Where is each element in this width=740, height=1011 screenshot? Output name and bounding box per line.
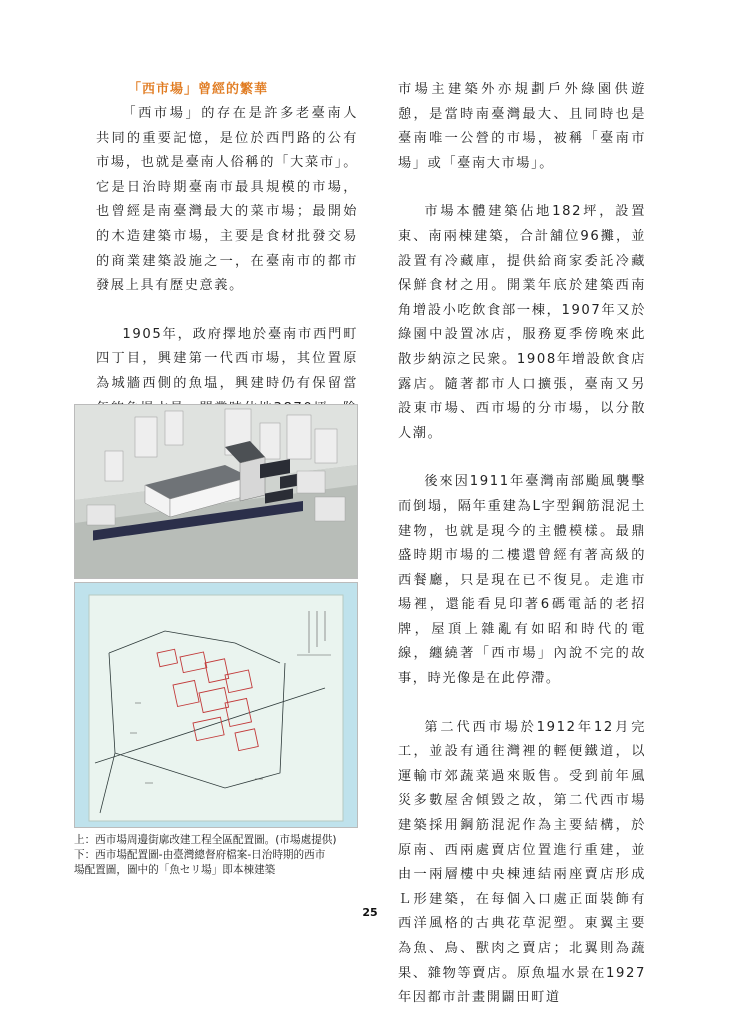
text-line: 倒塌，隔年重建為L字型鋼筋混泥土建 [398, 498, 646, 539]
text-line: 並設有通往灣裡的輕便鐵道，以運輸市 [398, 744, 646, 784]
text-line: 第二代西市場於1912年12月完工， [398, 719, 646, 760]
paragraph [398, 470, 646, 691]
caption-line: 下：西市場配置圖-由臺灣總督府檔案-日治時期的西市 [74, 849, 326, 861]
site-plan-illustration [75, 583, 357, 827]
text-line: 市」。它是日治時期臺南市最具規模的 [96, 155, 359, 195]
text-line: 舍傾毀之故，第二代西市場建築採用鋼 [398, 793, 646, 834]
rendering-illustration [75, 405, 357, 578]
text-line: 市場，也曾經是南臺灣最大的菜市場； [96, 179, 358, 220]
text-line: 飲食部一棟，1907年又於綠園中設置冰 [398, 302, 646, 343]
text-line: 發交易的商業建築設施之一，在臺南市 [96, 228, 358, 269]
text-line: 1905年，政府擇地於臺南市西門町 [122, 326, 358, 342]
text-line: 市場，也就是臺南人俗稱的「大菜 [96, 155, 320, 171]
text-line: 廳，只是現在已不復見。走進市場裡， [398, 572, 646, 613]
paragraph [96, 102, 358, 299]
text-line: 市場」內說不完的故事，時光像是在此 [398, 646, 646, 687]
text-line: 店，服務夏季傍晚來此散步納涼之民 [398, 327, 646, 367]
text-line: 「西市場」的存在是許多老臺南人 [122, 106, 358, 121]
text-line: 雜亂有如昭和時代的電線，纏繞著「西 [398, 621, 647, 662]
historical-site-plan-image [74, 582, 358, 828]
text-line: 物，也就是現今的主體模樣。最鼎盛時 [398, 523, 646, 564]
page-number: 25 [362, 906, 378, 919]
text-line: 棟連結兩座賣店形成Ｌ形建築，在每個 [398, 867, 646, 907]
text-line: 市場主建築外亦規劃戶外綠園供遊憩， [398, 82, 646, 122]
text-line: 人口擴張，臺南又另設東市場、西市場 [398, 376, 646, 417]
text-line: 之用。開業年底於建築西南角增設小吃 [398, 278, 646, 318]
text-line: 衆。1908年增設飲食店露店。隨著都市 [398, 351, 646, 392]
text-line: 賣店位置進行重建，並由一兩層樓中央 [398, 842, 646, 883]
text-line: 入口處正面裝飾有西洋風格的古典花草 [398, 891, 646, 932]
text-line: 冷藏庫，提供給商家委託冷藏保鮮食材 [398, 253, 646, 294]
text-line: 南兩棟建築，合計舖位96攤，並設置有 [398, 228, 646, 269]
left-column [96, 102, 358, 421]
text-line: 後來因1911年臺灣南部颱風襲擊而 [398, 474, 646, 514]
text-line: 泥塑。東翼主要為魚、鳥、獸肉之賣 [398, 916, 646, 956]
text-line: 共同的重要記憶，是位於西門路的公有 [96, 130, 358, 146]
text-line: 最開始的木造建築市場，主要是食材批 [96, 204, 358, 244]
text-line: 一公營的市場，被稱「臺南市場」或 [398, 131, 646, 171]
right-column [398, 78, 646, 1011]
figure-caption [74, 833, 374, 878]
paragraph [398, 200, 646, 446]
text-line: 「臺南大市場」。 [442, 155, 555, 171]
text-line: 市場本體建築佔地182坪，設置東、 [398, 204, 646, 244]
text-line: 郊蔬菜過來販售。受到前年風災多數屋 [398, 768, 646, 809]
caption-line: 場配置圖，圖中的「魚セリ場」即本棟建築 [74, 864, 276, 876]
text-line: 筋混泥作為主要結構，於原南、西兩處 [398, 818, 646, 858]
section-heading: 「西市場」曾經的繁華 [128, 82, 269, 97]
text-line: 塭水景在1927年因都市計畫開闢田町道 [398, 965, 646, 1006]
text-line: 的都市發展上具有歷史意義。 [96, 253, 358, 294]
text-line: 店；北翼則為蔬果、雜物等賣店。原魚 [398, 941, 646, 981]
text-line: 還能看見印著6碼電話的老招牌，屋頂上 [398, 597, 646, 637]
caption-line: 上：西市場周邊街廓改建工程全區配置圖。(市場處提供) [74, 834, 337, 846]
market-3d-rendering-image [74, 404, 358, 579]
text-line: 停滯。 [516, 671, 561, 687]
text-line: 為城牆西側的魚塭，興建時仍有保留當 [96, 375, 358, 391]
text-line: 期市場的二樓還曾經有著高級的西餐 [398, 548, 646, 588]
text-line: 是當時南臺灣最大、且同時也是臺南唯 [398, 106, 646, 147]
text-line: 四丁目，興建第一代西市場，其位置原 [96, 351, 358, 367]
text-line: 的分市場，以分散人潮。 [398, 401, 646, 441]
paragraph [398, 716, 646, 1011]
paragraph [398, 78, 646, 176]
